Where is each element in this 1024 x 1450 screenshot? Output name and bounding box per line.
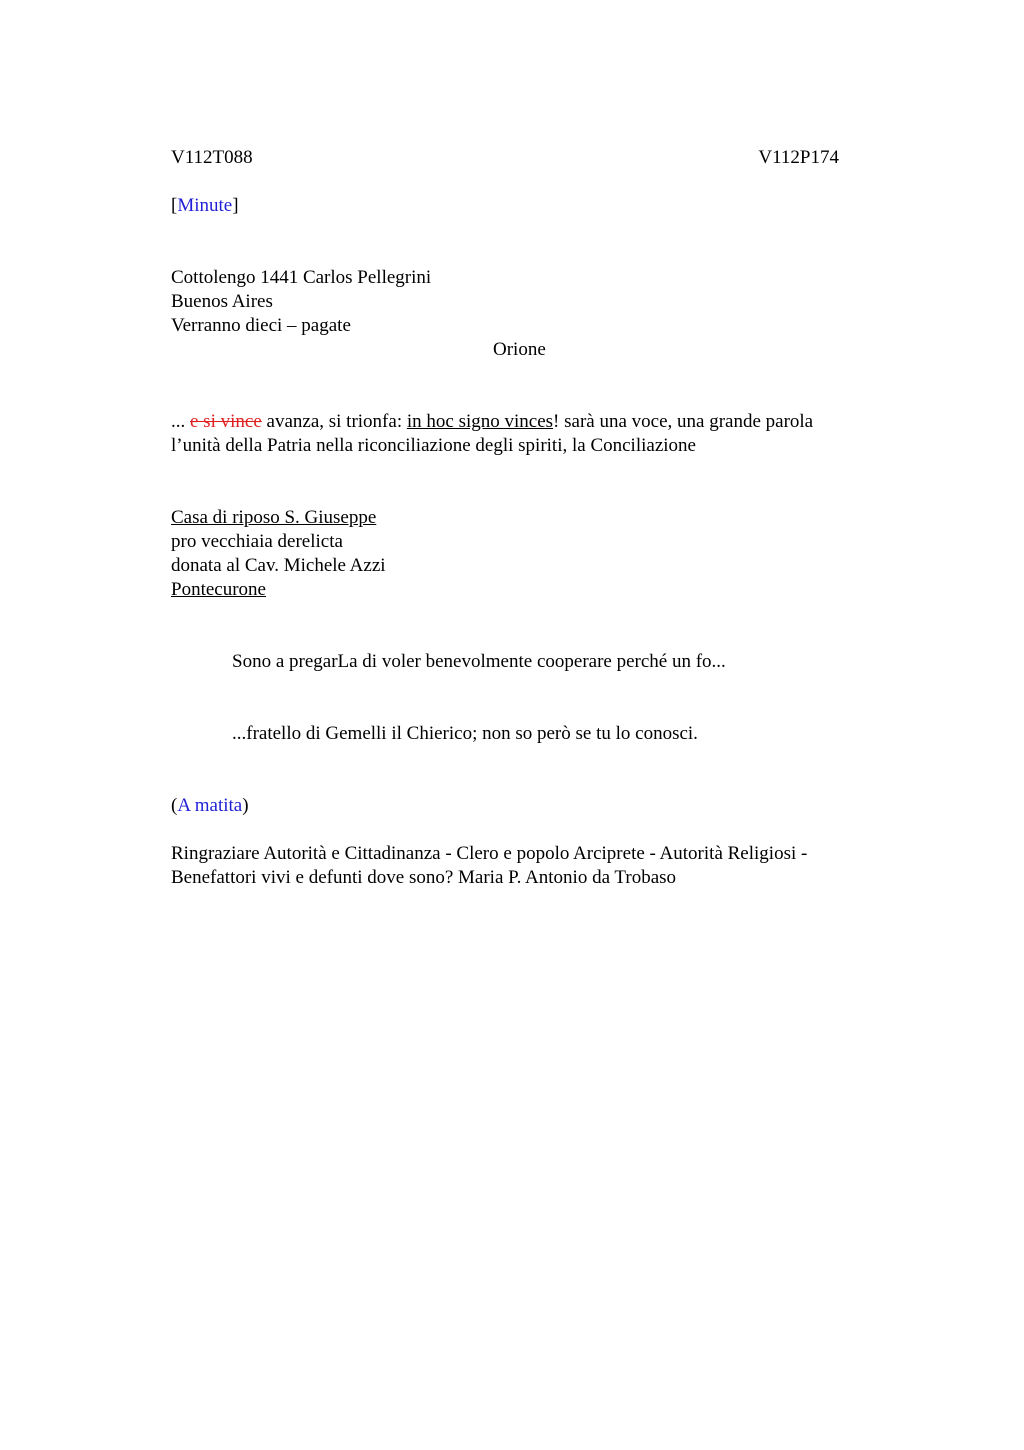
minute-text: Minute [177,195,233,216]
address-line-3: Verranno dieci – pagate [171,315,351,336]
pencil-note-text: A matita [177,795,243,816]
spacer [171,218,871,266]
spacer [171,602,871,650]
casa-line-2: pro vecchiaia derelicta [171,531,343,552]
pencil-note [171,794,871,818]
minute-label [171,194,871,218]
casa-place: Pontecurone [171,579,266,600]
paren-close: ) [242,795,249,816]
casa-line-3: donata al Cav. Michele Azzi [171,555,386,576]
address-line-1: Cottolengo 1441 Carlos Pellegrini [171,267,432,288]
para-mid: avanza, si trionfa: [261,411,407,432]
paren-open: ( [171,795,178,816]
para-rest: ! sarà una voce, una grande parola [553,411,814,432]
struck-text: e si vince [190,411,262,432]
thanks-line-2: Benefattori vivi e defunti dove sono? Maria P. Antonio da Trobaso [171,867,677,888]
spacer [171,818,871,842]
spacer [171,362,871,410]
paragraph-1-line-1 [171,410,871,434]
thanks-line-1: Ringraziare Autorità e Cittadinanza - Clero e popolo Arciprete - Autorità Religiosi - [171,843,808,864]
casa-title: Casa di riposo S. Giuseppe [171,507,377,528]
spacer [171,746,871,794]
document-codes [171,146,871,170]
paragraph-1-line-2: l’unità della Patria nella riconciliazione degli spiriti, la Conciliazione [171,435,696,456]
spacer [171,674,871,722]
code-left: V112T088 [171,147,253,168]
bracket-close: ] [232,195,239,216]
spacer [171,458,871,506]
motto: in hoc signo vinces [406,411,554,432]
address-line-2: Buenos Aires [171,291,273,312]
ellipsis-prefix: ... [171,411,190,432]
code-right: V112P174 [758,147,839,168]
document-body [171,146,871,890]
letter-line-2: ...fratello di Gemelli il Chierico; non so però se tu lo conosci. [232,723,698,744]
letter-line-1: Sono a pregarLa di voler benevolmente cooperare perché un fo... [232,651,726,672]
bracket-open: [ [171,195,178,216]
signature: Orione [493,339,546,360]
spacer [171,170,871,194]
